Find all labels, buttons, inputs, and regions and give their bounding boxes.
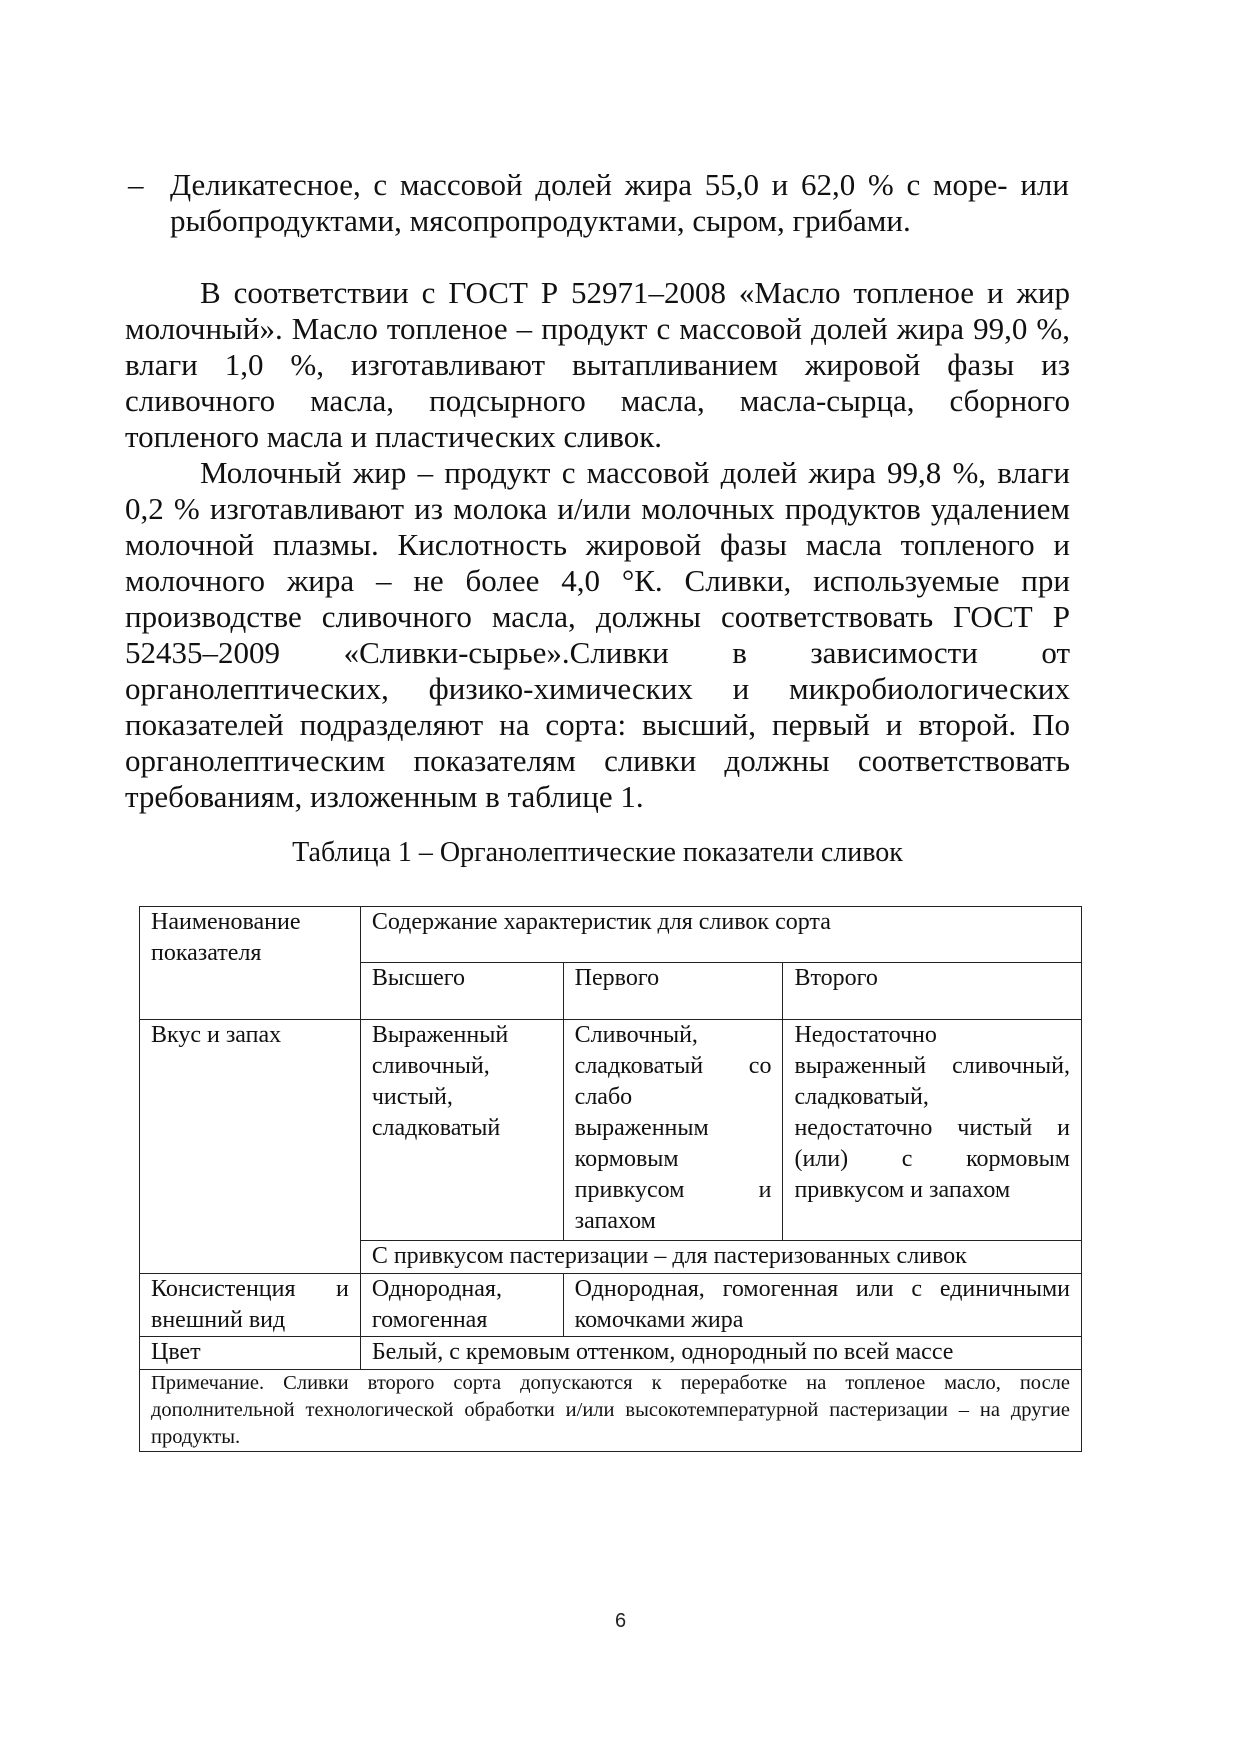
organoleptic-table [139, 906, 1082, 1452]
table-row [140, 1337, 1082, 1370]
paragraph-milk-fat: Молочный жир – продукт с массовой долей жира 99,8 %, влаги 0,2 % изготавливают из молока и/или молочных продуктов удалением молочной плазмы. Кислотность жировой фазы масла топленого и молочного жира – не более 4,0 °К. Сливки, используемые при производстве сливочного масла, должны соответствовать ГОСТ Р 52435–2009 «Сливки-сырье».Сливки в зависимости от органолептических, физико-химических и микробиологических показателей подразделяют на сорта: высший, первый и второй. По органолептическим показателям сливки должны соответствовать требованиям, изложенным в таблице 1. [125, 455, 1070, 814]
row-label-taste: Вкус и запах [140, 1020, 361, 1274]
table-caption: Таблица 1 – Органолептические показатели сливок [292, 837, 903, 868]
bullet-item [128, 167, 1069, 239]
consistency-highest: Однородная, гомогенная [360, 1274, 563, 1337]
grade-highest: Высшего [360, 963, 563, 1020]
grade-second: Второго [783, 963, 1082, 1020]
table-note: Примечание. Сливки второго сорта допускаются к переработке на топленое масло, после дополнительной технологической обработки и/или высокотемпературной пастеризации – на другие продукты. [140, 1370, 1082, 1452]
table-note-row [140, 1370, 1082, 1452]
grade-first: Первого [563, 963, 783, 1020]
taste-pasteurization: С привкусом пастеризации – для пастеризованных сливок [360, 1241, 1081, 1274]
consistency-rest: Однородная, гомогенная или с единичными комочками жира [563, 1274, 1081, 1337]
header-grade-group: Содержание характеристик для сливок сорта [360, 907, 1081, 963]
taste-first: Сливочный, сладковатый со слабо выраженным кормовым привкусом и запахом [563, 1020, 783, 1241]
header-indicator-name: Наименование показателя [140, 907, 361, 1020]
table-row [140, 1020, 1082, 1241]
page-number: 6 [614, 1610, 627, 1632]
table-header-row [140, 907, 1082, 963]
bullet-dash: – [128, 167, 144, 202]
row-label-consistency: Консистенция и внешний вид [140, 1274, 361, 1337]
table-row [140, 1274, 1082, 1337]
color-value: Белый, с кремовым оттенком, однородный по всей массе [360, 1337, 1081, 1370]
taste-second: Недостаточно выраженный сливочный, сладковатый, недостаточно чистый и (или) с кормовым привкусом и запахом [783, 1020, 1082, 1241]
bullet-text: Деликатесное, с массовой долей жира 55,0 и 62,0 % с море- или рыбопродуктами, мясопропродуктами, сыром, грибами. [170, 167, 1069, 238]
paragraph-gost-melted-butter: В соответствии с ГОСТ Р 52971–2008 «Масло топленое и жир молочный». Масло топленое – продукт с массовой долей жира 99,0 %, влаги 1,0 %, изготавливают вытапливанием жировой фазы из сливочного масла, подсырного масла, масла-сырца, сборного топленого масла и пластических сливок. [125, 275, 1070, 454]
taste-highest: Выраженный сливочный, чистый, сладковатый [360, 1020, 563, 1241]
row-label-color: Цвет [140, 1337, 361, 1370]
